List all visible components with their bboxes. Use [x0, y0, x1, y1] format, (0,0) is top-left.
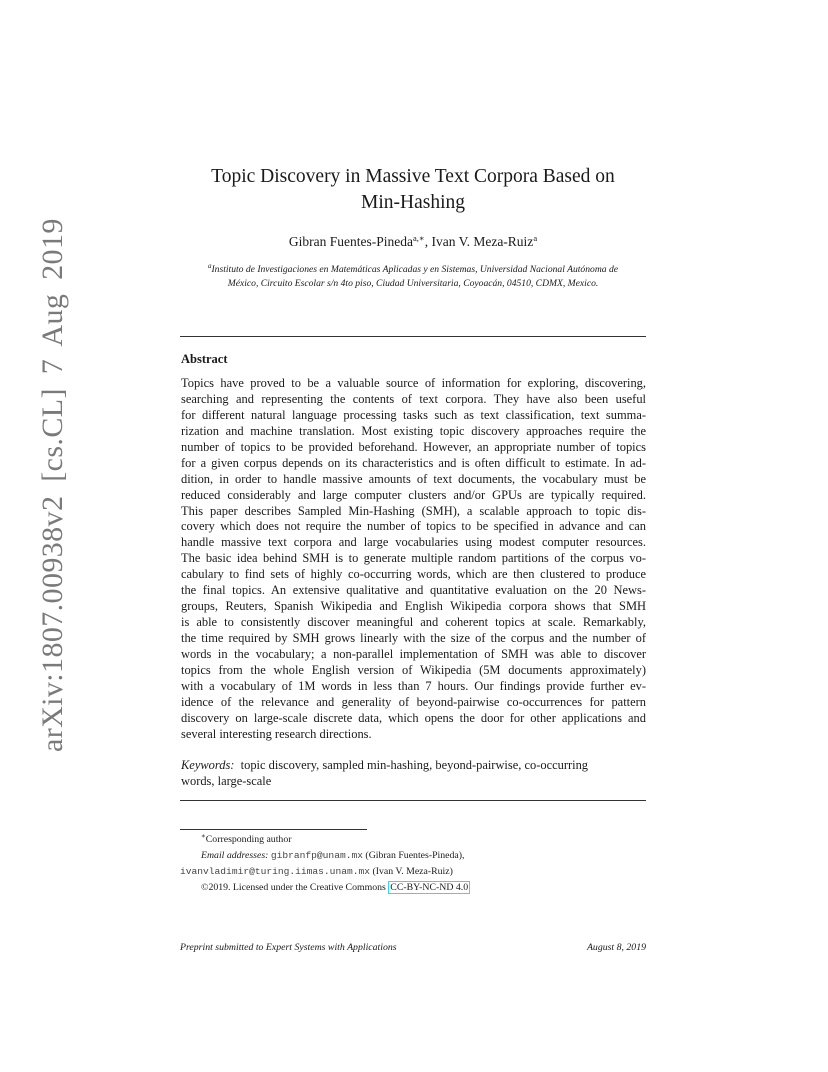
abstract-body: [181, 376, 646, 743]
keywords-line-2: words, large-scale: [181, 774, 272, 788]
abstract-line: groups, Reuters, Spanish Wikipedia and English Wikipedia corpora shows that SMH: [181, 599, 646, 614]
abstract-top-rule: [180, 336, 646, 337]
abstract-line: The basic idea behind SMH is to generate multiple random partitions of the corpus vo-: [181, 551, 646, 566]
footnote-license: [180, 880, 650, 896]
abstract-line: searching and representing the contents of text corpora. They have also been useful: [181, 391, 646, 406]
abstract-line: discovery on large-scale discrete data, which opens the door for other applications and: [181, 710, 646, 725]
abstract-line: covery which does not require the number of topics to be specified in advance and can: [181, 519, 646, 534]
abstract-line: This paper describes Sampled Min-Hashing (SMH), a scalable approach to topic dis-: [181, 503, 646, 518]
email-link-1[interactable]: gibranfp@unam.mx: [270, 850, 363, 861]
author-list: [180, 233, 646, 251]
footnote-corresponding-text: Corresponding author: [205, 834, 292, 845]
abstract-line: with a vocabulary of 1M words in less than 7 hours. Our findings provide further ev-: [181, 678, 646, 693]
affiliation-line-2: México, Circuito Escolar s/n 4to piso, Ciudad Universitaria, Coyoacán, 04510, CDMX, Mexico.: [227, 278, 599, 289]
preprint-date: August 8, 2019: [586, 942, 646, 953]
license-link[interactable]: CC-BY-NC-ND 4.0: [390, 882, 469, 893]
abstract-line: the time required by SMH grows linearly with the size of the corpus and the number of: [181, 631, 646, 645]
author-separator: ,: [424, 234, 432, 249]
abstract-bottom-rule: [180, 800, 646, 801]
footnote-mark: ∗: [201, 832, 206, 840]
keywords: [181, 757, 646, 789]
email-owner-1: (Gibran Fuentes-Pineda),: [362, 850, 465, 861]
footnote-email-line: [180, 848, 650, 864]
keywords-line-1: [181, 757, 646, 773]
paper-title: [180, 164, 646, 216]
abstract-line: for a given corpus depends on its characteristics and is often difficult to estimate. In ad-: [181, 455, 646, 470]
footnote-corresponding-author: [180, 832, 650, 848]
email-link-2[interactable]: ivanvladimir@turing.iimas.unam.mx: [180, 866, 370, 877]
abstract-line: several interesting research directions.: [181, 726, 372, 741]
paper-title-line-2: Min-Hashing: [361, 192, 465, 213]
author-affiliation-mark: a,∗: [413, 233, 425, 243]
abstract-line: handle massive text corpora and large vocabularies using modest computer resources.: [181, 535, 646, 550]
email-owner-2: (Ivan V. Meza-Ruiz): [370, 866, 453, 877]
keywords-text: topic discovery, sampled min-hashing, beyond-pairwise, co-occurring: [240, 758, 589, 772]
abstract-line: words in the vocabulary; a non-parallel implementation of SMH was able to discover: [181, 646, 646, 661]
abstract-line: the final topics. An extensive qualitative and quantitative evaluation on the 20 News-: [181, 583, 646, 598]
abstract-line: number of topics to be provided beforehand. However, an appropriate number of topics: [181, 439, 646, 454]
footnotes: [180, 832, 650, 896]
author-name: Gibran Fuentes-Pineda: [288, 234, 414, 249]
keywords-label: Keywords:: [181, 758, 235, 772]
affiliation-text: Instituto de Investigaciones en Matemáticas Aplicadas y en Sistemas, Universidad Nacional Autónoma de: [211, 264, 619, 275]
abstract-line: topics from the whole English version of Wikipedia (5M documents approximately): [181, 662, 646, 677]
affiliation-line-1: [180, 263, 646, 277]
abstract-line: dition, in order to handle massive amounts of text documents, the vocabulary must be: [181, 471, 646, 486]
footnote-rule: [180, 829, 367, 830]
preprint-notice: Preprint submitted to Expert Systems with Applications: [180, 942, 397, 953]
paper-title-line-1: Topic Discovery in Massive Text Corpora Based on: [211, 166, 615, 187]
author-affiliation-mark: a: [533, 233, 538, 243]
abstract-line: idence of the relevance and generality of beyond-pairwise co-occurrences for pattern: [181, 694, 646, 709]
license-text: ©2019. Licensed under the Creative Commons: [201, 882, 389, 893]
abstract-line: Topics have proved to be a valuable source of information for exploring, discovering,: [181, 376, 646, 390]
abstract-line: for different natural language processing tasks such as text classification, text summa-: [181, 407, 646, 422]
abstract-line: is able to consistently discover meaningful and coherent topics at scale. Remarkably,: [181, 615, 646, 630]
footnote-email-line-2: [180, 864, 650, 880]
affiliation-mark: a: [207, 262, 212, 270]
affiliation: [180, 263, 646, 291]
abstract-line: rization and machine translation. Most existing topic discovery approaches require the: [181, 423, 646, 438]
author-name: Ivan V. Meza-Ruiz: [431, 234, 534, 249]
email-label: Email addresses:: [201, 850, 269, 861]
arxiv-identifier-stamp: arXiv:1807.00938v2 [cs.CL] 7 Aug 2019: [36, 218, 69, 752]
abstract-line: cabulary to find sets of highly co-occurring words, which are then clustered to produce: [181, 567, 646, 582]
abstract-heading: Abstract: [181, 352, 228, 366]
abstract-line: reduced considerably and large computer clusters and/or GPUs are typically required.: [181, 487, 646, 502]
